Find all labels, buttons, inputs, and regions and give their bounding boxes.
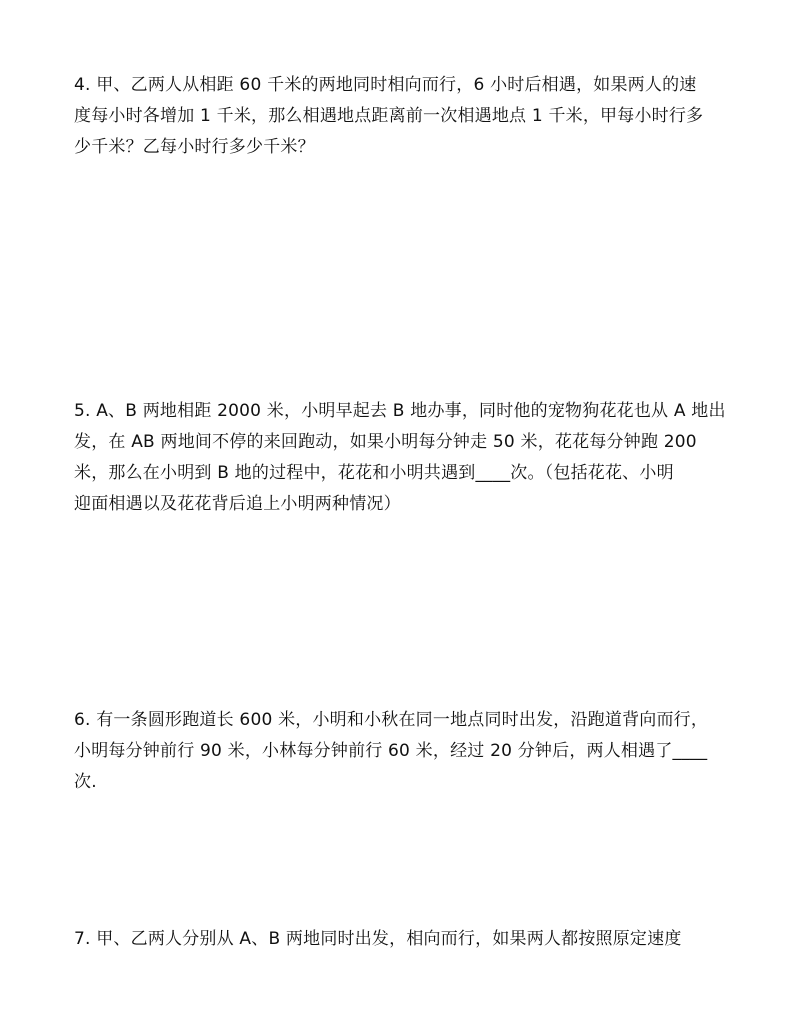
problem-5-line-3: 米，那么在小明到 B 地的过程中，花花和小明共遇到____次。（包括花花、小明: [74, 463, 674, 483]
problem-4-line-1: 4. 甲、乙两人从相距 60 千米的两地同时相向而行，6 小时后相遇，如果两人的速: [74, 75, 697, 95]
problem-5-line-2: 发，在 AB 两地间不停的来回跑动，如果小明每分钟走 50 米，花花每分钟跑 200: [74, 432, 697, 452]
problem-5-line-4: 迎面相遇以及花花背后追上小明两种情况）: [74, 494, 401, 514]
problem-4-line-3: 少千米？乙每小时行多少千米？: [74, 137, 315, 157]
problem-6-line-2: 小明每分钟前行 90 米，小林每分钟前行 60 米，经过 20 分钟后，两人相遇了____: [74, 741, 708, 761]
problem-5: [74, 396, 728, 520]
problem-4-line-2: 度每小时各增加 1 千米，那么相遇地点距离前一次相遇地点 1 千米，甲每小时行多: [74, 106, 704, 126]
problem-7: [74, 924, 728, 955]
problem-4: [74, 70, 728, 163]
problem-6: [74, 705, 728, 798]
problem-6-line-1: 6. 有一条圆形跑道长 600 米，小明和小秋在同一地点同时出发，沿跑道背向而行，: [74, 710, 709, 730]
problem-5-line-1: 5. A、B 两地相距 2000 米，小明早起去 B 地办事，同时他的宠物狗花花也从 A 地出: [74, 401, 726, 421]
problem-6-line-3: 次.: [74, 772, 97, 792]
problem-7-line-1: 7. 甲、乙两人分别从 A、B 两地同时出发，相向而行，如果两人都按照原定速度: [74, 929, 682, 949]
